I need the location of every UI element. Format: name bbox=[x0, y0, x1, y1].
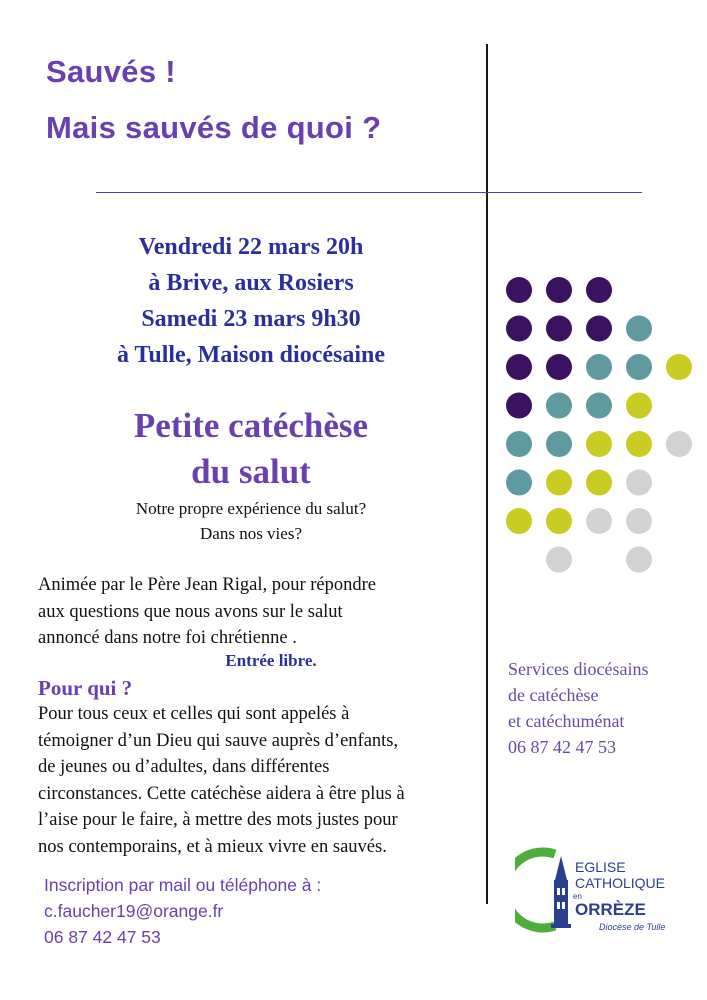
audience-line: circonstances. Cette catéchèse aidera à être plus à bbox=[38, 783, 405, 804]
dot-purple bbox=[506, 316, 532, 342]
logo-line-3: en bbox=[573, 892, 582, 901]
description-line: Animée par le Père Jean Rigal, pour répondre bbox=[38, 575, 377, 595]
event-date-2: Samedi 23 mars 9h30 bbox=[141, 306, 361, 332]
session-question-1: Notre propre expérience du salut? bbox=[135, 499, 367, 518]
description-line: aux questions que nous avons sur le salut bbox=[38, 601, 343, 622]
dot-purple bbox=[586, 316, 612, 342]
entry-free: Entrée libre. bbox=[225, 651, 317, 670]
dot-yellow bbox=[586, 470, 612, 496]
dot-purple bbox=[586, 277, 612, 303]
audience-line: Pour tous ceux et celles qui sont appelés à bbox=[38, 704, 350, 724]
dot-purple bbox=[546, 316, 572, 342]
audience-line: de jeunes ou d’adultes, dans différentes bbox=[38, 757, 330, 777]
dot-purple bbox=[506, 393, 532, 419]
session-question-2: Dans nos vies? bbox=[200, 524, 302, 543]
audience-line: témoigner d’un Dieu qui sauve auprès d’enfants, bbox=[38, 730, 399, 751]
event-place-1: à Brive, aux Rosiers bbox=[148, 270, 354, 296]
dot-teal bbox=[586, 393, 612, 419]
description-line: annoncé dans notre foi chrétienne . bbox=[38, 628, 297, 648]
dot-teal bbox=[546, 431, 572, 457]
services-line-1: Services diocésains bbox=[508, 659, 649, 679]
registration-email[interactable]: c.faucher19@orange.fr bbox=[44, 901, 224, 921]
registration-label: Inscription par mail ou téléphone à : bbox=[44, 875, 322, 895]
audience-line: nos contemporains, et à mieux vivre en sauvés. bbox=[38, 836, 387, 857]
dot-gray bbox=[546, 547, 572, 573]
dot-purple bbox=[546, 354, 572, 380]
audience-line: l’aise pour le faire, à mettre des mots justes pour bbox=[38, 810, 398, 830]
title-line-1: Sauvés ! bbox=[46, 54, 176, 89]
title-line-2: Mais sauvés de quoi ? bbox=[46, 110, 382, 145]
logo-c-arc-icon bbox=[515, 852, 555, 928]
services-line-2: de catéchèse bbox=[508, 685, 599, 705]
logo-line-4: ORRÈZE bbox=[575, 900, 646, 919]
dot-purple bbox=[506, 354, 532, 380]
event-place-2: à Tulle, Maison diocésaine bbox=[116, 342, 386, 368]
dot-yellow bbox=[506, 508, 532, 534]
dot-teal bbox=[546, 393, 572, 419]
services-phone[interactable]: 06 87 42 47 53 bbox=[508, 737, 616, 757]
church-tower-icon bbox=[551, 856, 571, 928]
dot-teal bbox=[626, 354, 652, 380]
logo-line-5: Diocèse de Tulle bbox=[599, 922, 666, 932]
dot-gray bbox=[626, 508, 652, 534]
dot-purple bbox=[546, 277, 572, 303]
dot-yellow bbox=[626, 393, 652, 419]
dot-teal bbox=[626, 316, 652, 342]
dot-gray bbox=[626, 547, 652, 573]
dot-yellow bbox=[626, 431, 652, 457]
dot-teal bbox=[506, 470, 532, 496]
dot-yellow bbox=[546, 508, 572, 534]
dot-gray bbox=[586, 508, 612, 534]
event-date-1: Vendredi 22 mars 20h bbox=[138, 234, 364, 260]
dot-yellow bbox=[586, 431, 612, 457]
dot-purple bbox=[506, 277, 532, 303]
audience-heading: Pour qui ? bbox=[38, 676, 133, 700]
registration-phone[interactable]: 06 87 42 47 53 bbox=[44, 927, 161, 947]
dot-gray bbox=[626, 470, 652, 496]
dot-yellow bbox=[666, 354, 692, 380]
session-title-line-2: du salut bbox=[191, 452, 311, 491]
dot-yellow bbox=[546, 470, 572, 496]
dot-teal bbox=[506, 431, 532, 457]
dot-teal bbox=[586, 354, 612, 380]
session-title-line-1: Petite catéchèse bbox=[133, 406, 369, 445]
services-line-3: et catéchuménat bbox=[508, 711, 625, 731]
dot-gray bbox=[666, 431, 692, 457]
diocese-logo bbox=[515, 844, 690, 934]
logo-line-2: CATHOLIQUE bbox=[575, 875, 665, 891]
logo-line-1: EGLISE bbox=[575, 859, 626, 875]
